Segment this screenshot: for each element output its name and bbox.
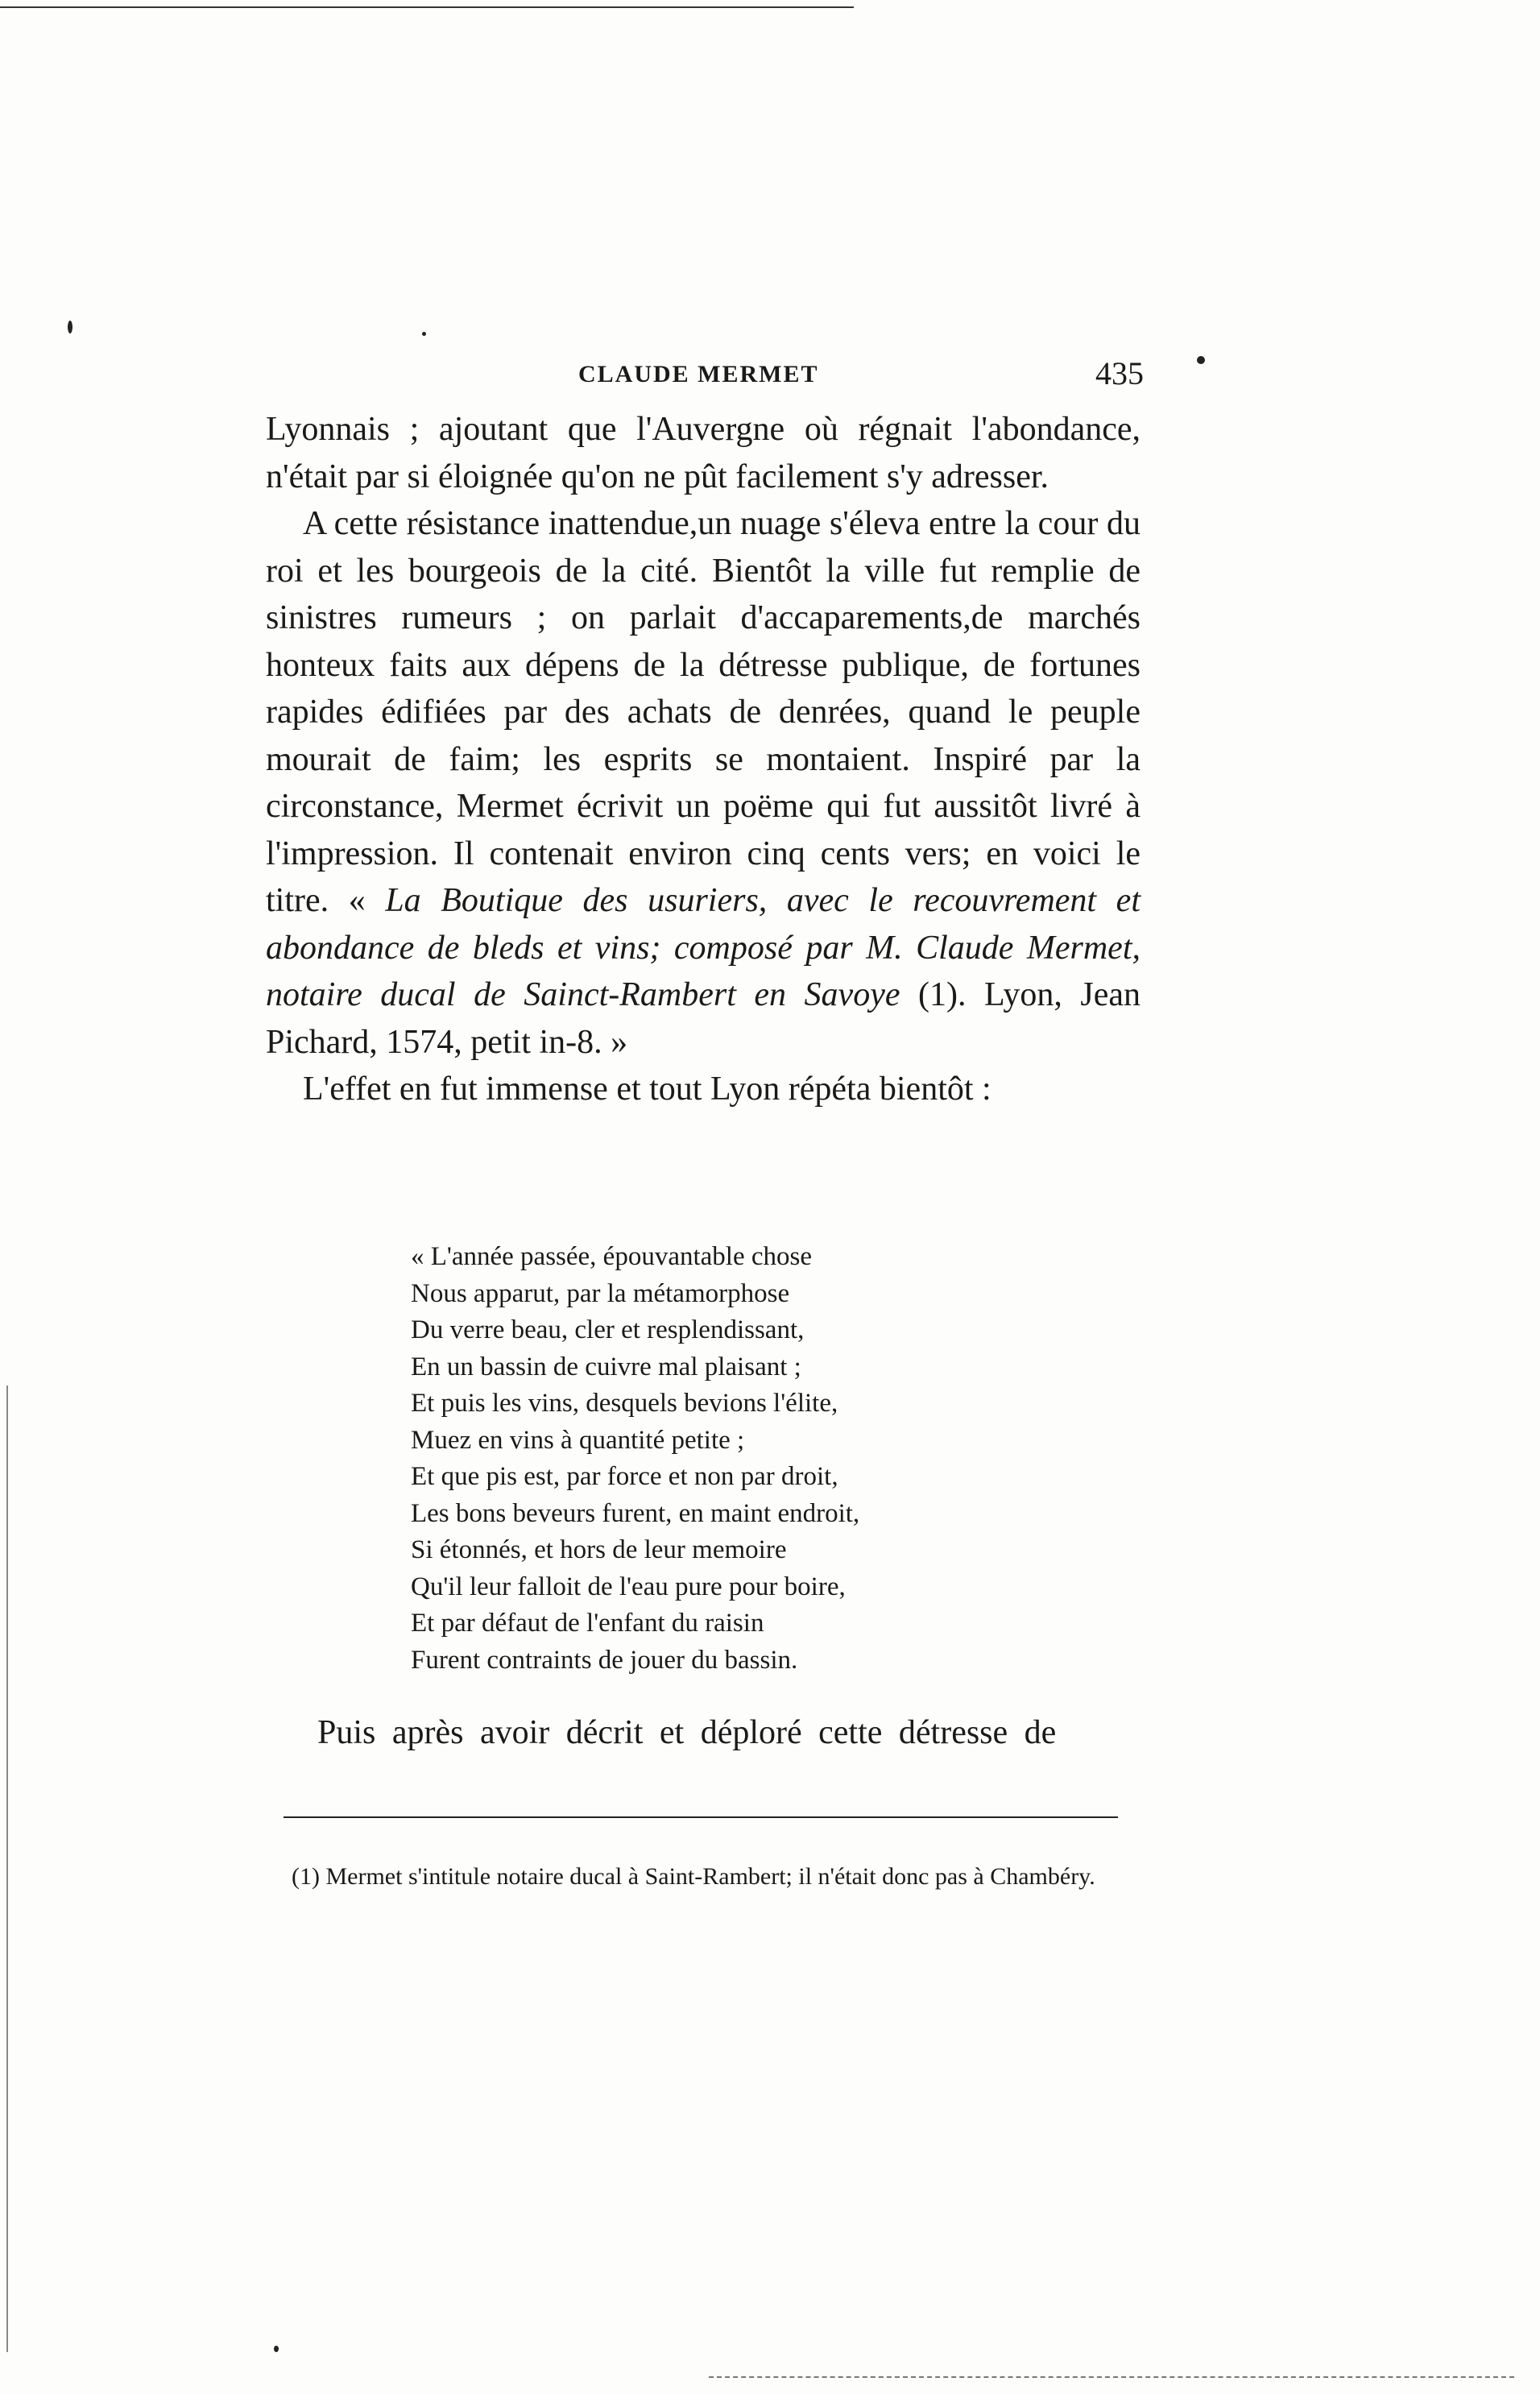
book-title: La Boutique des usuriers, avec le recouvrement et abondance de bleds et vins; composé par M. Claude Mermet, notaire ducal de Sainct-Rambert en Savoye (266, 882, 1141, 1013)
verse-line: Si étonnés, et hors de leur memoire (411, 1535, 787, 1564)
verse-block (411, 1239, 1136, 1679)
verse-line: Nous apparut, par la métamorphose (411, 1278, 790, 1308)
speck-mark (1197, 356, 1205, 364)
page-header (266, 355, 1144, 409)
verse-line: Et par défaut de l'enfant du raisin (411, 1609, 764, 1638)
footnote-rule (284, 1816, 1118, 1818)
page-number: 435 (1095, 355, 1144, 391)
paragraph-text: (1). Lyon, Jean Pichard, 1574, petit in-8. » (266, 976, 1141, 1061)
footnote-text: (1) Mermet s'intitule notaire ducal à Saint-Rambert; il n'était donc pas à Chambéry. (292, 1863, 1095, 1890)
verse-line: Muez en vins à quantité petite ; (411, 1425, 745, 1455)
verse-line: Du verre beau, cler et resplendissant, (411, 1315, 805, 1344)
scan-edge-top (0, 6, 854, 8)
speck-mark (68, 321, 72, 333)
scan-edge-left (6, 1385, 8, 2352)
verse-line: Et que pis est, par force et non par droit, (411, 1462, 838, 1491)
paragraph-after-verse: Puis après avoir décrit et déploré cette détresse de (317, 1714, 1057, 1751)
verse-line: Et puis les vins, desquels bevions l'élite, (411, 1389, 838, 1418)
paragraph (266, 500, 1141, 1066)
verse-line: Qu'il leur falloit de l'eau pure pour boire, (411, 1572, 846, 1601)
paragraph: L'effet en fut immense et tout Lyon répéta bientôt : (303, 1071, 991, 1108)
running-title: CLAUDE MERMET (578, 361, 819, 387)
verse-line: Furent contraints de jouer du bassin. (411, 1645, 798, 1675)
verse-line: En un bassin de cuivre mal plaisant ; (411, 1352, 801, 1381)
scan-edge-bottom (709, 2376, 1514, 2378)
paragraph: Lyonnais ; ajoutant que l'Auvergne où régnait l'abondance, n'était par si éloignée qu'on ne pût facilement s'y adresser. (266, 411, 1141, 495)
verse-line: « L'année passée, épouvantable chose (411, 1242, 812, 1271)
verse-line: Les bons beveurs furent, en maint endroit, (411, 1498, 860, 1528)
body-text (266, 406, 1141, 1113)
speck-mark (274, 2346, 279, 2352)
footnote (284, 1861, 1137, 1893)
paragraph-text: A cette résistance inattendue,un nuage s'éleva entre la cour du roi et les bourgeois de la cité. Bientôt la ville fut remplie de sinistres rumeurs ; on parlait d'accaparements,de marchés honteux faits aux dépens de la détresse publique, de fortunes rapides édifiées par des achats de denrées, quand le peuple mourait de faim; les esprits se montaient. Inspiré par la circonstance, Mermet écrivit un poëme qui fut aussitôt livré à l'impression. Il contenait environ cinq cents vers; en voici le titre. « (266, 505, 1141, 919)
speck-mark (422, 332, 426, 336)
